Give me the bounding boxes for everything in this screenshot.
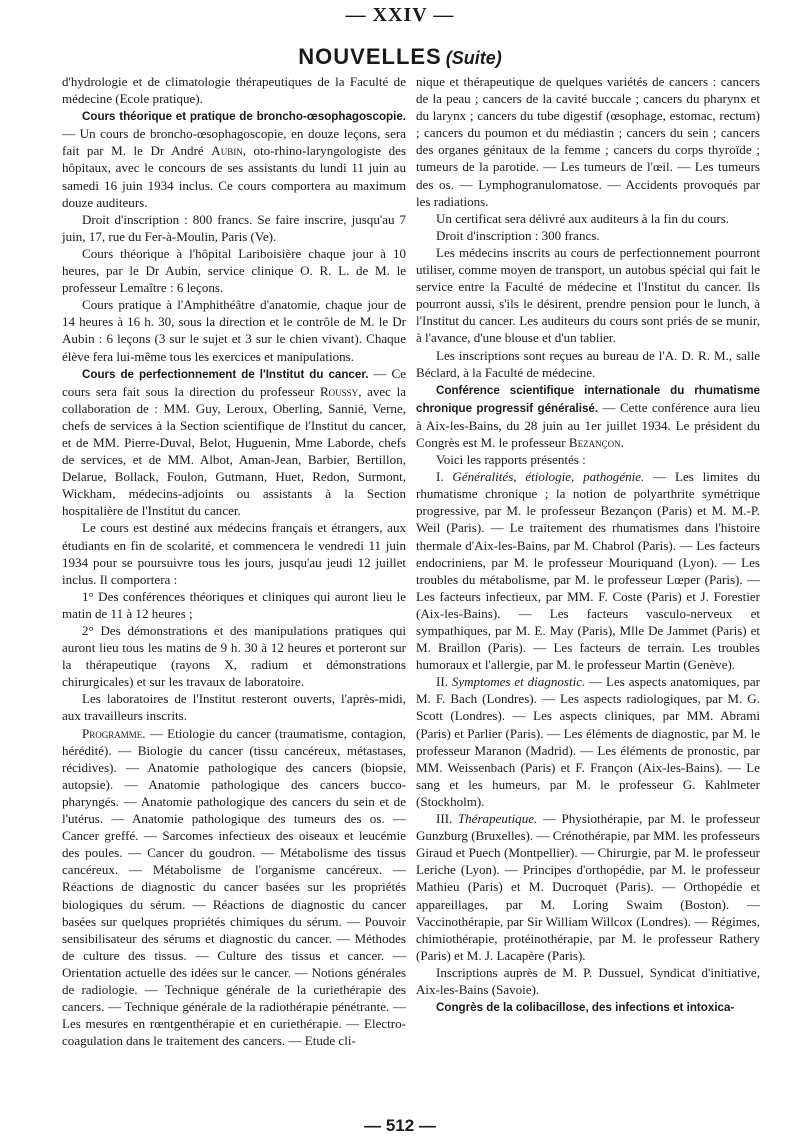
label: Programme. — [82, 725, 146, 741]
paragraph: Les inscriptions sont reçues au bureau de l'A. D. R. M., salle Béclard, à la Faculté de médecine. — [416, 347, 760, 380]
text: — Un cours de broncho-œsophagoscopie, en douze leçons, sera fait par M. le Dr André — [62, 126, 406, 159]
text: — Ce cours sera fait sous la direction du professeur — [62, 365, 406, 399]
paragraph — [62, 725, 406, 1050]
paragraph: Inscriptions auprès de M. P. Dussuel, Syndicat d'initiative, Aix-les-Bains (Savoie). — [416, 964, 760, 997]
subtitle: Généralités, étiologie, pathogénie. — [452, 469, 645, 485]
page-number: — 512 — — [364, 1116, 436, 1135]
paragraph — [416, 673, 760, 810]
subtitle: Symptomes et diagnostic. — [451, 674, 586, 690]
paragraph: Le cours est destiné aux médecins français et étrangers, aux étudiants en fin de scolarité, et commencera le vendredi 11 juin 1934 pour se poursuivre tous les jours, jusqu'au jeudi 12 juillet inclus. Il comportera : — [62, 520, 406, 587]
heading-suffix: (Suite) — [445, 48, 502, 68]
paragraph — [416, 810, 760, 964]
paragraph: 1° Des conférences théoriques et cliniques qui auront lieu le matin de 11 à 12 heures ; — [62, 588, 406, 621]
paragraph: Droit d'inscription : 800 francs. Se faire inscrire, jusqu'au 7 juin, 17, rue du Fer-à-Moulin, Paris (Ve). — [62, 211, 406, 244]
section-title: Cours théorique et pratique de broncho-œsophagoscopie. — [82, 110, 406, 124]
left-column — [62, 73, 406, 1049]
section-heading — [0, 44, 800, 70]
label: I. — [436, 469, 453, 485]
name: Roussy — [319, 383, 359, 399]
paragraph — [416, 998, 760, 1016]
paragraph: nique et thérapeutique de quelques variétés de cancers : cancers de la peau ; cancers de la cavité buccale ; cancers du pharynx et du larynx ; cancers du tube digestif (œsophage, estomac, rectum) ; cancers du poumon et du médiastin ; cancers du sein ; cancers des organes génitaux de la femme ; cancers du corps thyroïde ; tumeurs de la parotide. — Les tumeurs de l'œil. — Les tumeurs des os. — Lymphogranulomatose. — Accidents provoqués par les radiations. — [416, 74, 760, 209]
section-title: Congrès de la colibacillose, des infections et intoxica- — [436, 1001, 735, 1015]
heading-title: NOUVELLES — [298, 44, 442, 69]
paragraph: Les médecins inscrits au cours de perfectionnement pourront utiliser, comme moyen de transport, un autobus spécial qui fait le service entre la Faculté de médecine et l'Institut du cancer. Ils pourront aussi, s'ils le désirent, prendre pension pour le lunch, à l'Institut du cancer. Les auditeurs du cours sont priés de se munir, à l'avance, d'une blouse et d'un tablier. — [416, 244, 760, 346]
label: II. — [436, 674, 452, 690]
text: — Etiologie du cancer (traumatisme, contagion, hérédité). — Biologie du cancer (tissu cancéreux, métastases, récidives). — Anatomie pathologique des cancers (biopsie, autopsie). — Anatomie pathologique des cancers bucco-pharyngés. — Anatomie pathologique des cancers du sein et de l'utérus. — Anatomie pathologique des tumeurs des os. — Cancer greffé. — Sarcomes infectieux des oiseaux et leucémie des poules. — Cancer du goudron. — Métabolisme des tissus cancéreux. — Métabolisme de l'organisme cancéreux. — Réactions de diagnostic du cancer basées sur les propriétés biologiques du sérum. — Réactions de diagnostic du cancer basées sur quelques propriétés chimiques du sérum. — Pouvoir sensibilisateur des sérums et diagnostic du cancer. — Méthodes de culture des tissus. — Culture des tissus et cancer. — Orientation actuelle des idées sur le cancer. — Notions générales de radiologie. — Technique générale de la curiethérapie des cancers. — Technique générale de la radiothérapie pénétrante. — Les mesures en rœntgenthérapie et en curiethérapie. — Electro-coagulation dans le traitement des cancers. — Etude cli- — [62, 725, 406, 1049]
text: , avec la collaboration de : MM. Guy, Leroux, Oberling, Sannié, Verne, chefs de services à la Section scientifique de l'Institut du cancer, et de MM. Pierre-Duval, Belot, Huguenin, Mme Laborde, chefs de services, et de MM. Albot, Aman-Jean, Barbier, Bertillon, Delarue, Bollack, Foulon, Gutmann, Huet, Redon, Surmont, Wickham, médecins-adjoints ou assistants à la Section hospitalière de l'Institut du cancer. — [62, 383, 406, 519]
section-title: Cours de perfectionnement de l'Institut du cancer. — [82, 367, 369, 381]
text: , oto-rhino-laryngologiste des hôpitaux, avec le concours de ses assistants du lundi 11 juin au samedi 16 juin 1934 inclus. Ce cours comportera au maximum douze auditeurs. — [62, 143, 406, 210]
paragraph — [62, 365, 406, 520]
text: . — [620, 434, 624, 450]
section-title: Conférence scientifique internationale du rhumatisme chronique progressif généralisé. — [416, 383, 760, 415]
paragraph: Un certificat sera délivré aux auditeurs à la fin du cours. — [436, 210, 730, 226]
text: — Cette conférence aura lieu à Aix-les-Bains, du 28 juin au 1er juillet 1934. Le président du Congrès est M. le professeur — [416, 399, 760, 450]
paragraph: Cours pratique à l'Amphithéâtre d'anatomie, chaque jour de 14 heures à 16 h. 30, sous la direction et le contrôle de M. le Dr Aubin : 6 leçons (3 sur le sujet et 3 sur le chien vivant). Chaque élève fera lui-même tous les exercices et manipulations. — [62, 297, 406, 364]
paragraph — [416, 468, 760, 673]
paragraph: Voici les rapports présentés : — [436, 452, 586, 468]
text: — Physiothérapie, par M. le professeur Gunzburg (Bruxelles). — Crénothérapie, par MM. les professeurs Giraud et Puech (Montpellier). — Chirurgie, par M. le professeur Leriche (Lyon). — Principes d'orthopédie, par M. le professeur Mathieu (Paris) et M. Ducroquet (Paris). — Orthopédie et appareillages, par M. Loring Swaim (Boston). — Vaccinothérapie, par Sir William Willcox (Londres). — Régimes, chimiothérapie, protéinothérapie, par M. le professeur Rathery (Paris) et M. J. Lacapère (Paris). — [416, 811, 761, 963]
paragraph: Droit d'inscription : 300 francs. — [436, 227, 600, 243]
text: — Les limites du rhumatisme chronique ; la notion de polyarthrite symétrique progressive, par M. le professeur Bezançon (Paris) et M. M.-P. Weil (Paris). — Le traitement des rhumatismes dans l'histoire thermale d'Aix-les-Bains, par M. Chabrol (Paris). — Les facteurs endocriniens, par M. le professeur Mouriquand (Lyon). — Les troubles du métabolisme, par M. le professeur Lœper (Paris). — Les facteurs infectieux, par MM. F. Coste (Paris) et J. Forestier (Aix-les-Bains). — Les facteurs vasculo-nerveux et sympathiques, par M. E. May (Paris), Mlle De Jammet (Paris) et M. Braillon (Paris). — Les facteurs de terrain. Les troubles humoraux et l'allergie, par M. le professeur Martin (Genève). — [416, 469, 761, 673]
right-column — [416, 73, 760, 1016]
paragraph: 2° Des démonstrations et des manipulations pratiques qui auront lieu tous les matins de 9 h. 30 à 12 heures et porteront sur la thérapeutique (rayons X, radium et démonstrations chirurgicales) et sur les travaux de laboratoire. — [62, 623, 406, 690]
text: — Les aspects anatomiques, par M. F. Bach (Londres). — Les aspects radiologiques, par M. G. Scott (Londres). — Les aspects cliniques, par MM. Abrami (Paris) et Parlier (Paris). — Les éléments de diagnostic, par M. le professeur Maranon (Madrid). — Les éléments de pronostic, par MM. Weissenbach (Paris) et F. Françon (Aix-les-Bains). — Le sang et les humeurs, par M. le professeur G. Kahlmeter (Stockholm). — [416, 674, 761, 809]
subtitle: Thérapeutique. — [457, 811, 538, 827]
paragraph: Les laboratoires de l'Institut resteront ouverts, l'après-midi, aux travailleurs inscrits. — [62, 691, 406, 724]
paragraph: d'hydrologie et de climatologie thérapeutiques de la Faculté de médecine (Ecole pratique). — [62, 74, 406, 107]
page-roman-numeral: — XXIV — — [345, 4, 455, 26]
name: Bezançon — [568, 434, 621, 450]
paragraph — [62, 107, 406, 211]
paragraph — [416, 381, 760, 451]
paragraph: Cours théorique à l'hôpital Lariboisière chaque jour à 10 heures, par le Dr Aubin, service clinique O. R. L. de M. le professeur Lemaître : 6 leçons. — [62, 245, 406, 296]
name: Aubin — [211, 143, 243, 159]
label: III. — [436, 811, 458, 827]
